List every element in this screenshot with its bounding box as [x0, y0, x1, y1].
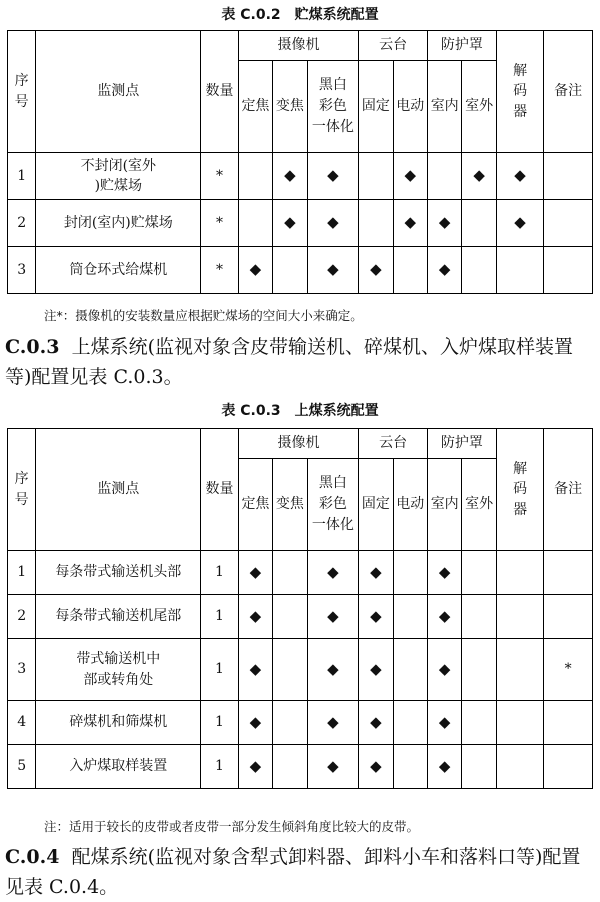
cell-mark-8	[496, 701, 544, 745]
cell-mark-7	[462, 745, 496, 789]
table-c02	[7, 30, 593, 294]
cell-mark-2	[273, 595, 307, 639]
header-decoder: 解 码 器	[496, 429, 544, 551]
cell-remark	[544, 247, 593, 294]
cell-mark-6: ◆	[427, 595, 461, 639]
cell-point: 不封闭(室外 )贮煤场	[36, 153, 201, 200]
cell-point: 带式输送机中 部或转角处	[36, 639, 201, 701]
cell-mark-1: ◆	[238, 247, 272, 294]
cell-mark-8: ◆	[496, 153, 544, 200]
cell-mark-6: ◆	[427, 551, 461, 595]
clause-text: 配煤系统(监视对象含犁式卸料器、卸料小车和落料口等)配置见表 C.0.4。	[5, 846, 581, 898]
table-row	[8, 247, 593, 294]
header-sub-5: 电动	[393, 61, 427, 153]
cell-mark-8: ◆	[496, 200, 544, 247]
cell-mark-8	[496, 595, 544, 639]
table-c03	[7, 428, 593, 789]
cell-mark-8	[496, 551, 544, 595]
cell-mark-5	[393, 639, 427, 701]
cell-mark-5	[393, 745, 427, 789]
cell-mark-7	[462, 595, 496, 639]
cell-mark-4: ◆	[359, 551, 393, 595]
cell-mark-7	[462, 639, 496, 701]
header-sub-6: 室内	[427, 459, 461, 551]
cell-remark	[544, 595, 593, 639]
cell-mark-3: ◆	[307, 701, 359, 745]
cell-mark-5: ◆	[393, 153, 427, 200]
cell-point: 筒仓环式给煤机	[36, 247, 201, 294]
cell-mark-4: ◆	[359, 639, 393, 701]
header-sub-3: 黑白 彩色 一体化	[307, 61, 359, 153]
header-seq: 序 号	[8, 31, 36, 153]
cell-mark-1: ◆	[238, 551, 272, 595]
cell-point: 入炉煤取样装置	[36, 745, 201, 789]
cell-mark-1	[238, 153, 272, 200]
table-row	[8, 745, 593, 789]
header-sub-2: 变焦	[273, 459, 307, 551]
cell-mark-3: ◆	[307, 551, 359, 595]
cell-mark-3: ◆	[307, 200, 359, 247]
header-camera: 摄像机	[238, 31, 358, 61]
cell-qty: 1	[201, 595, 238, 639]
cell-mark-4	[359, 200, 393, 247]
cell-seq: 3	[8, 639, 36, 701]
table2-caption: 表 C.0.2 贮煤系统配置	[221, 7, 379, 23]
cell-mark-8	[496, 745, 544, 789]
table3-note: 注：适用于较长的皮带或者皮带一部分发生倾斜角度比较大的皮带。	[44, 819, 420, 834]
clause-number: C.0.3	[5, 336, 60, 358]
cell-mark-3: ◆	[307, 247, 359, 294]
header-sub-4: 固定	[359, 61, 393, 153]
cell-mark-5: ◆	[393, 200, 427, 247]
cell-mark-6: ◆	[427, 200, 461, 247]
cell-remark	[544, 701, 593, 745]
header-sub-7: 室外	[462, 459, 496, 551]
header-point: 监测点	[36, 429, 201, 551]
cell-remark	[544, 200, 593, 247]
header-sub-2: 变焦	[273, 61, 307, 153]
cell-mark-7	[462, 200, 496, 247]
cell-mark-4	[359, 153, 393, 200]
table-row	[8, 701, 593, 745]
cell-mark-1	[238, 200, 272, 247]
cell-mark-7: ◆	[462, 153, 496, 200]
cell-mark-4: ◆	[359, 595, 393, 639]
table3-caption: 表 C.0.3 上煤系统配置	[221, 403, 379, 419]
cell-mark-8	[496, 247, 544, 294]
cell-mark-5	[393, 247, 427, 294]
cell-qty: *	[201, 153, 238, 200]
header-remark: 备注	[544, 429, 593, 551]
header-camera: 摄像机	[238, 429, 358, 459]
cell-seq: 2	[8, 595, 36, 639]
cell-qty: *	[201, 200, 238, 247]
header-point: 监测点	[36, 31, 201, 153]
header-remark: 备注	[544, 31, 593, 153]
cell-seq: 3	[8, 247, 36, 294]
cell-mark-2	[273, 701, 307, 745]
cell-mark-6	[427, 153, 461, 200]
cell-mark-2: ◆	[273, 153, 307, 200]
table-row	[8, 551, 593, 595]
header-ptz: 云台	[359, 31, 428, 61]
cell-mark-3: ◆	[307, 639, 359, 701]
cell-mark-3: ◆	[307, 595, 359, 639]
header-sub-6: 室内	[427, 61, 461, 153]
header-qty: 数量	[201, 429, 238, 551]
cell-mark-5	[393, 595, 427, 639]
cell-mark-6: ◆	[427, 701, 461, 745]
cell-seq: 2	[8, 200, 36, 247]
cell-mark-6: ◆	[427, 639, 461, 701]
cell-qty: 1	[201, 745, 238, 789]
cell-seq: 1	[8, 153, 36, 200]
cell-seq: 4	[8, 701, 36, 745]
cell-point: 封闭(室内)贮煤场	[36, 200, 201, 247]
cell-point: 每条带式输送机尾部	[36, 595, 201, 639]
cell-point: 每条带式输送机头部	[36, 551, 201, 595]
cell-remark	[544, 551, 593, 595]
header-ptz: 云台	[359, 429, 428, 459]
cell-mark-1: ◆	[238, 701, 272, 745]
cell-remark	[544, 153, 593, 200]
cell-mark-1: ◆	[238, 595, 272, 639]
cell-qty: 1	[201, 639, 238, 701]
clause-text: 上煤系统(监视对象含皮带输送机、碎煤机、入炉煤取样装置等)配置见表 C.0.3。	[5, 336, 573, 388]
header-sub-7: 室外	[462, 61, 496, 153]
cell-mark-6: ◆	[427, 745, 461, 789]
header-sub-3: 黑白 彩色 一体化	[307, 459, 359, 551]
header-decoder: 解 码 器	[496, 31, 544, 153]
cell-mark-7	[462, 551, 496, 595]
cell-mark-7	[462, 247, 496, 294]
cell-mark-1: ◆	[238, 639, 272, 701]
cell-qty: *	[201, 247, 238, 294]
cell-mark-2	[273, 745, 307, 789]
cell-mark-6: ◆	[427, 247, 461, 294]
table2-note: 注*：摄像机的安装数量应根据贮煤场的空间大小来确定。	[44, 308, 363, 323]
cell-qty: 1	[201, 551, 238, 595]
cell-seq: 1	[8, 551, 36, 595]
cell-mark-2	[273, 639, 307, 701]
cell-mark-2	[273, 247, 307, 294]
cell-mark-5	[393, 551, 427, 595]
cell-seq: 5	[8, 745, 36, 789]
header-sub-1: 定焦	[238, 459, 272, 551]
header-sub-1: 定焦	[238, 61, 272, 153]
cell-mark-3: ◆	[307, 745, 359, 789]
header-sub-4: 固定	[359, 459, 393, 551]
table-row	[8, 200, 593, 247]
header-qty: 数量	[201, 31, 238, 153]
cell-mark-4: ◆	[359, 247, 393, 294]
cell-qty: 1	[201, 701, 238, 745]
table-row	[8, 153, 593, 200]
table-row	[8, 639, 593, 701]
cell-mark-7	[462, 701, 496, 745]
cell-mark-2: ◆	[273, 200, 307, 247]
cell-mark-8	[496, 639, 544, 701]
header-sub-5: 电动	[393, 459, 427, 551]
cell-mark-1: ◆	[238, 745, 272, 789]
cell-mark-2	[273, 551, 307, 595]
cell-point: 碎煤机和筛煤机	[36, 701, 201, 745]
cell-remark	[544, 745, 593, 789]
clause-c03	[5, 332, 595, 392]
header-shield: 防护罩	[427, 429, 496, 459]
cell-mark-5	[393, 701, 427, 745]
clause-number: C.0.4	[5, 846, 60, 868]
cell-mark-4: ◆	[359, 701, 393, 745]
cell-remark: *	[544, 639, 593, 701]
clause-c04	[5, 842, 595, 902]
table-row	[8, 595, 593, 639]
header-shield: 防护罩	[427, 31, 496, 61]
header-seq: 序 号	[8, 429, 36, 551]
cell-mark-4: ◆	[359, 745, 393, 789]
cell-mark-3: ◆	[307, 153, 359, 200]
